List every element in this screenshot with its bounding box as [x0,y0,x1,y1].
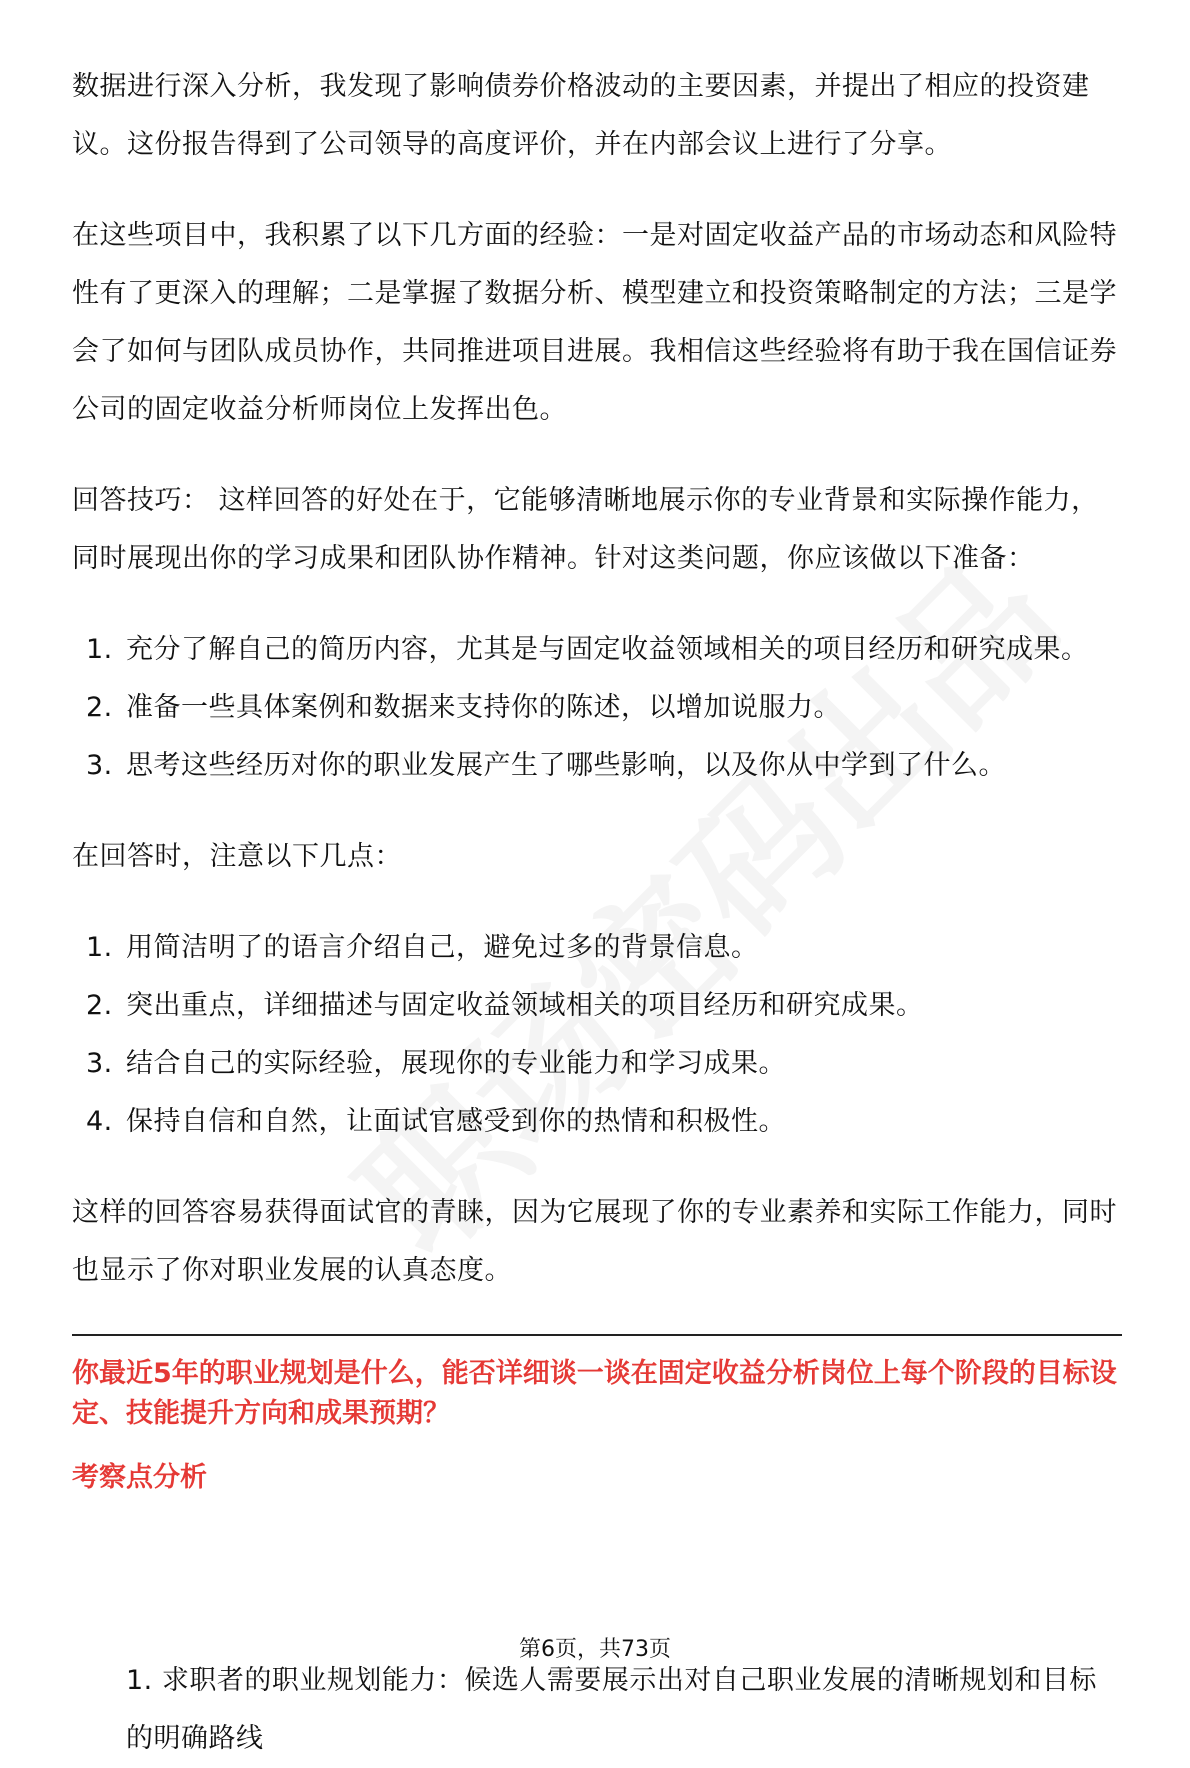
list-item [72,977,1122,1035]
list-item-text: 结合自己的实际经验，展现你的专业能力和学习成果。 [126,1048,786,1079]
list-item [72,919,1122,977]
list-number: 2. [86,990,113,1021]
section-title: 考察点分析 [72,1462,207,1493]
document-page [72,58,1122,1498]
list-item-text: 用简洁明了的语言介绍自己，避免过多的背景信息。 [126,932,759,963]
page-footer [0,1635,1190,1665]
list-number: 1. [86,932,113,963]
list-item-text: 充分了解自己的简历内容，尤其是与固定收益领域相关的项目经历和研究成果。 [126,634,1089,665]
list-number: 2. [86,692,113,723]
paragraph: 数据进行深入分析，我发现了影响债券价格波动的主要因素，并提出了相应的投资建议。这份报告得到了公司领导的高度评价，并在内部会议上进行了分享。 [72,71,1090,160]
list-number: 4. [86,1106,113,1137]
list-item-text: 保持自信和自然，让面试官感受到你的热情和积极性。 [126,1106,786,1137]
list-item [72,737,1122,795]
preparation-list [72,621,1122,795]
attention-list [72,919,1122,1151]
list-item-text: 准备一些具体案例和数据来支持你的陈述，以增加说服力。 [126,692,841,723]
attention-intro: 在回答时，注意以下几点： [72,841,402,872]
answer-tips-paragraph: 回答技巧： 这样回答的好处在于，它能够清晰地展示你的专业背景和实际操作能力，同时展现出你的学习成果和团队协作精神。针对这类问题，你应该做以下准备： [72,485,1099,574]
list-item [72,1093,1122,1151]
section-divider [72,1334,1122,1336]
page-number: 第6页，共73页 [515,1637,675,1662]
list-number: 1. [86,634,113,665]
list-item [72,621,1122,679]
list-item-text: 思考这些经历对你的职业发展产生了哪些影响，以及你从中学到了什么。 [126,750,1006,781]
list-number: 3. [86,1048,113,1079]
closing-paragraph: 这样的回答容易获得面试官的青睐，因为它展现了你的专业素养和实际工作能力，同时也显示了你对职业发展的认真态度。 [72,1197,1117,1286]
question-heading: 你最近5年的职业规划是什么，能否详细谈一谈在固定收益分析岗位上每个阶段的目标设定、技能提升方向和成果预期？ [72,1358,1117,1429]
list-item-text: 突出重点，详细描述与固定收益领域相关的项目经历和研究成果。 [126,990,924,1021]
list-item [72,679,1122,737]
list-item [72,1035,1122,1093]
cut-off-text: 1. 求职者的职业规划能力：候选人需要展示出对自己职业发展的清晰规划和目标的明确路线 [126,1665,1097,1754]
paragraph: 在这些项目中，我积累了以下几方面的经验：一是对固定收益产品的市场动态和风险特性有了更深入的理解；二是掌握了数据分析、模型建立和投资策略制定的方法；三是学会了如何与团队成员协作，共同推进项目进展。我相信这些经验将有助于我在国信证券公司的固定收益分析师岗位上发挥出色。 [72,220,1117,425]
list-number: 3. [86,750,113,781]
